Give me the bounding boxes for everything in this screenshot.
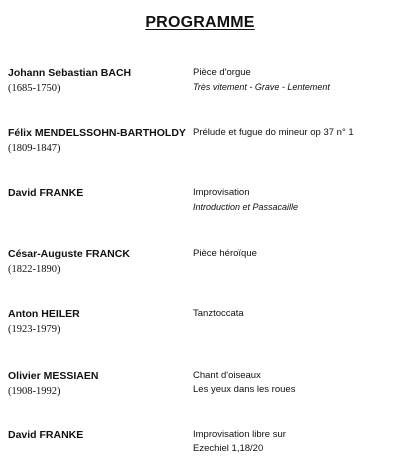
work-title: Improvisation libre sur <box>193 429 286 440</box>
composer-dates: (1685-1750) <box>8 83 61 94</box>
composer-dates: (1809-1847) <box>8 143 61 154</box>
work-title-line-2: Ezechiel 1,18/20 <box>193 443 264 454</box>
work-title: Tanztoccata <box>193 308 244 319</box>
work-title: Improvisation <box>193 187 250 198</box>
work-title: Prélude et fugue do mineur op 37 n° 1 <box>193 127 354 138</box>
work-block <box>193 247 398 261</box>
composer-block <box>8 66 193 96</box>
composer-name: Johann Sebastian BACH <box>8 67 132 79</box>
composer-name: Anton HEILER <box>8 308 80 320</box>
composer-dates: (1923-1979) <box>8 324 61 335</box>
composer-dates: (1908-1992) <box>8 386 61 397</box>
composer-block <box>8 186 193 201</box>
work-subtitle: Introduction et Passacaille <box>193 202 299 212</box>
composer-block <box>8 369 193 399</box>
work-title: Pièce héroïque <box>193 248 257 259</box>
work-title: Chant d'oiseaux <box>193 370 261 381</box>
programme-title: PROGRAMME <box>145 14 255 31</box>
composer-dates: (1822-1890) <box>8 264 61 275</box>
work-block <box>193 369 398 397</box>
composer-name: David FRANKE <box>8 187 84 199</box>
work-block <box>193 66 398 94</box>
work-title-line-2: Les yeux dans les roues <box>193 384 296 395</box>
composer-block <box>8 126 193 156</box>
composer-name: Félix MENDELSSOHN-BARTHOLDY <box>8 127 186 139</box>
work-title: Pièce d'orgue <box>193 67 251 78</box>
work-block <box>193 126 398 140</box>
composer-block <box>8 428 193 443</box>
work-block <box>193 307 398 321</box>
work-block <box>193 186 398 214</box>
composer-name: César-Auguste FRANCK <box>8 248 130 260</box>
composer-block <box>8 247 193 277</box>
composer-block <box>8 307 193 337</box>
work-subtitle: Très vitement - Grave - Lentement <box>193 82 330 92</box>
composer-name: David FRANKE <box>8 429 84 441</box>
composer-name: Olivier MESSIAEN <box>8 370 99 382</box>
work-block <box>193 428 398 456</box>
